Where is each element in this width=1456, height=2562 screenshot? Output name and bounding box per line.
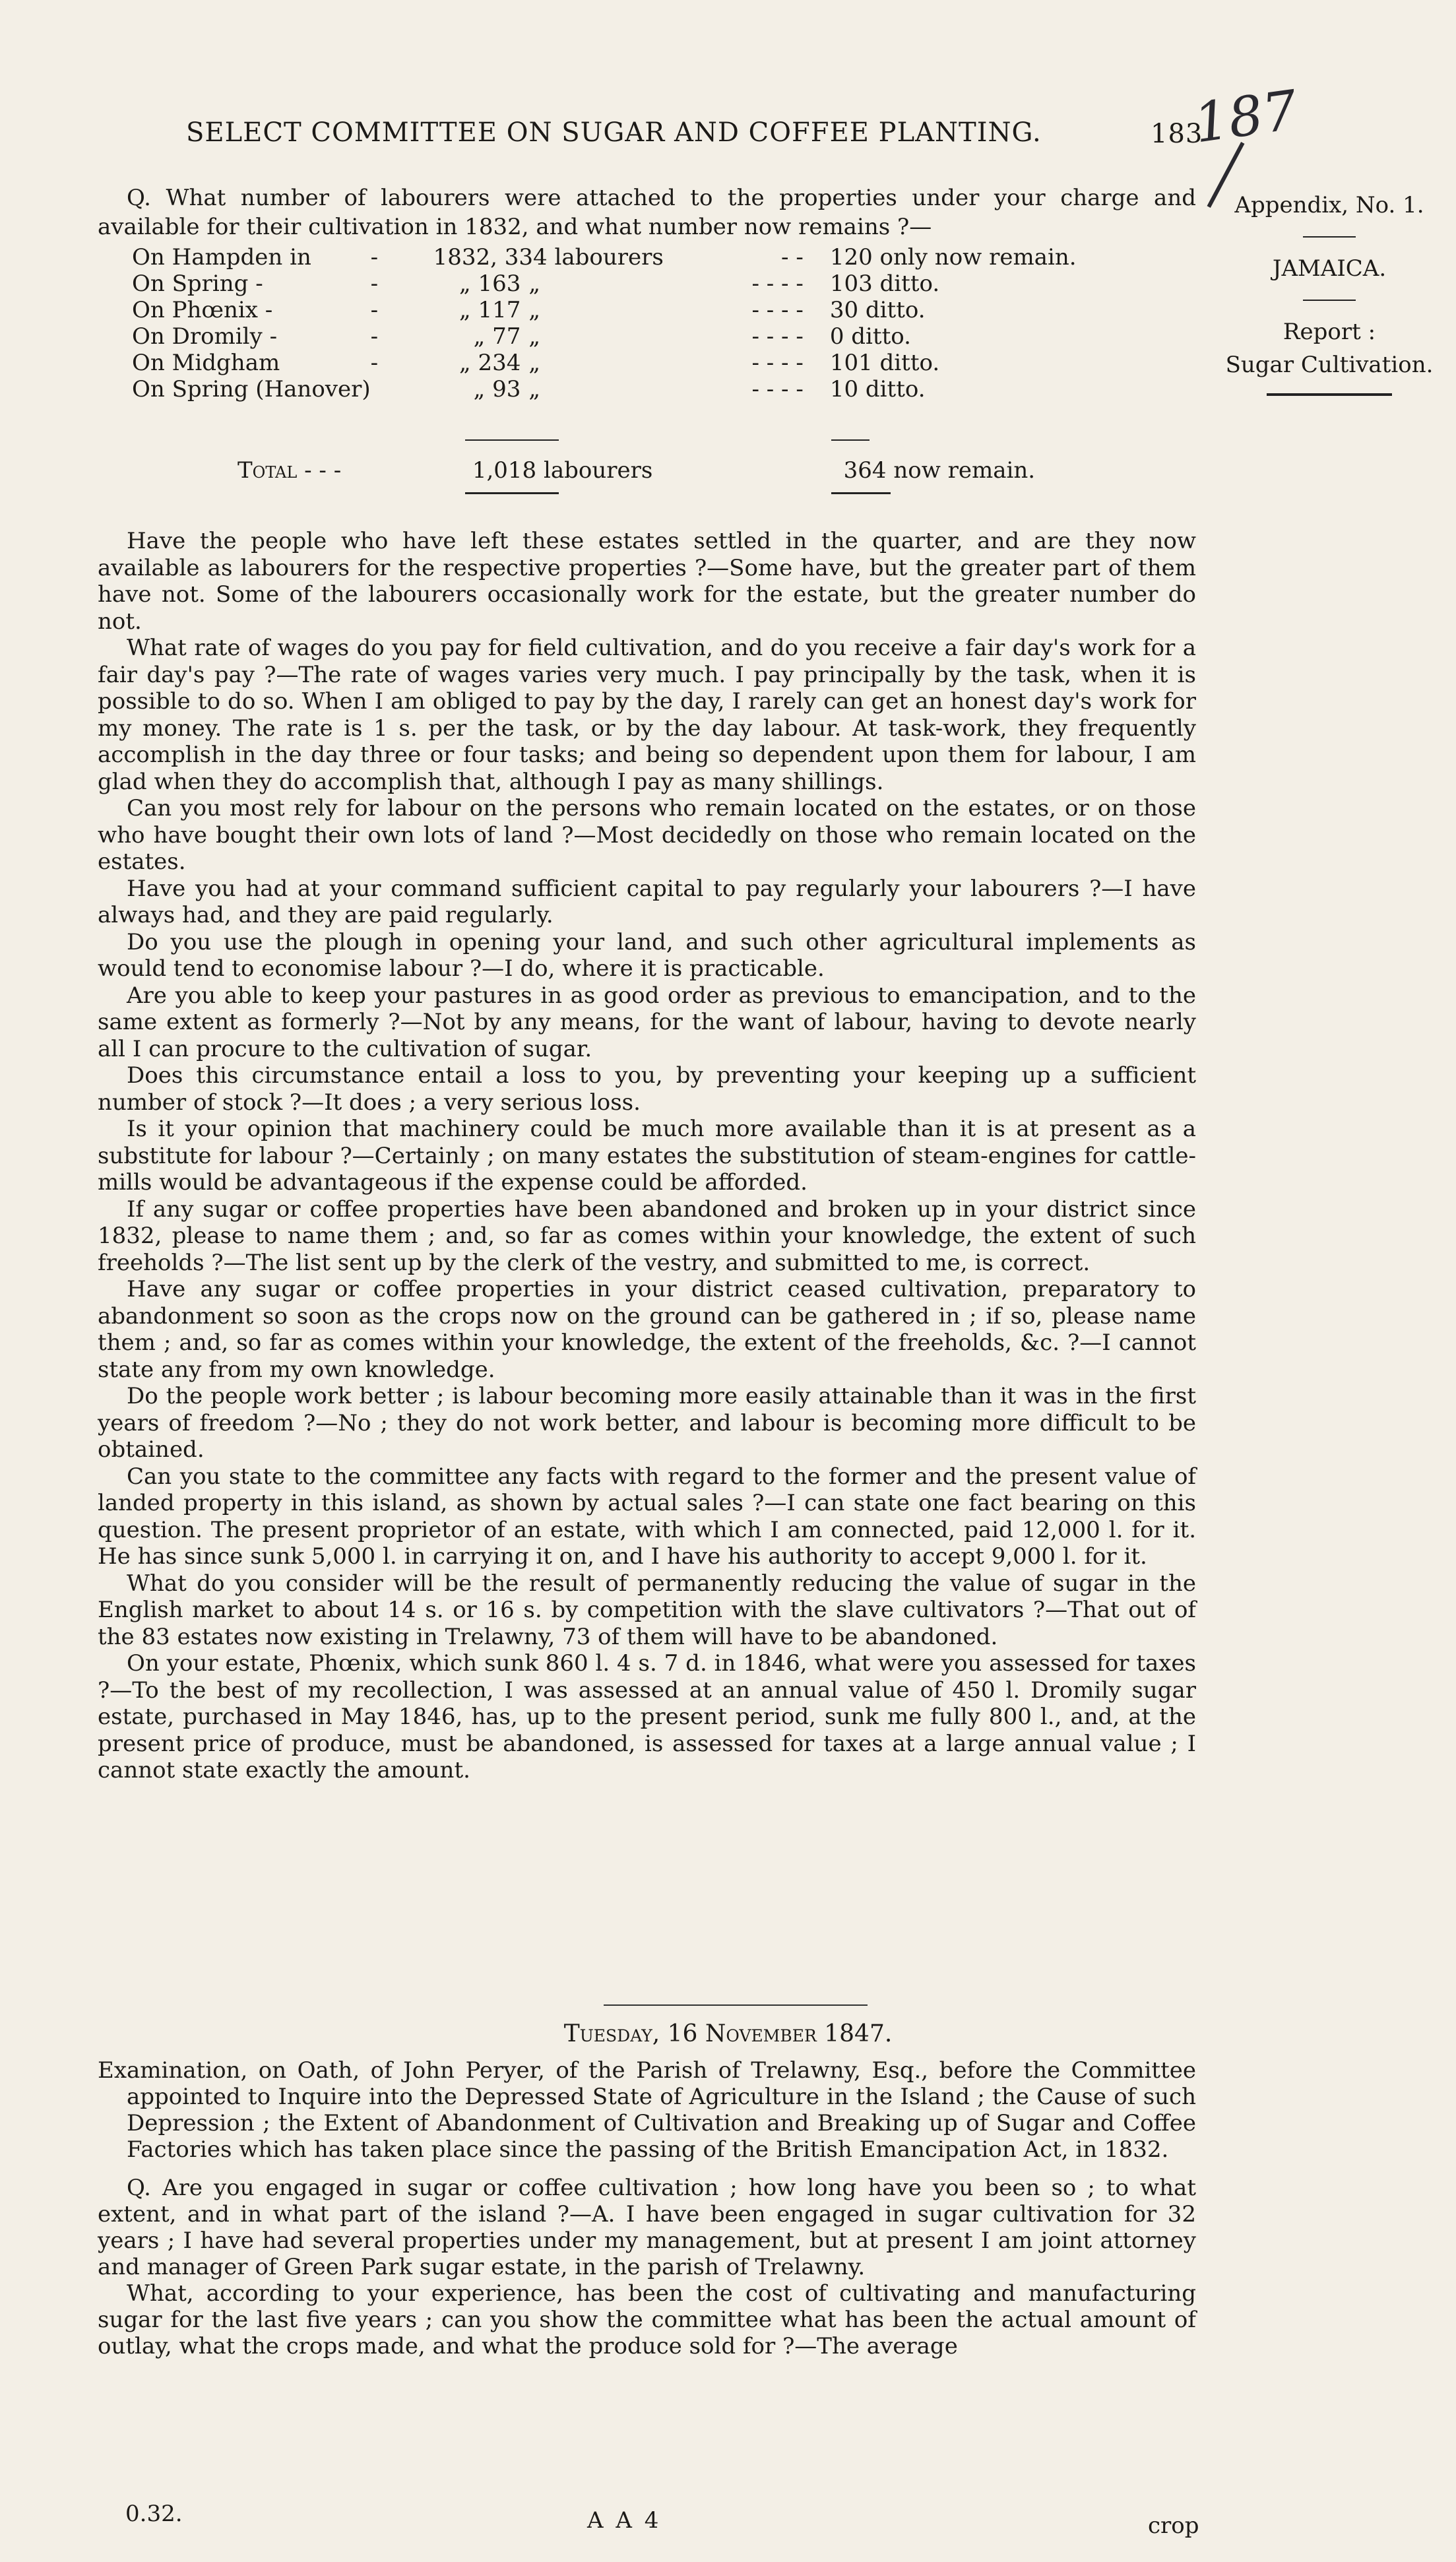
ditto-mark: „ bbox=[528, 271, 540, 297]
labourer-count: „ 93 bbox=[473, 376, 521, 402]
examination-section bbox=[98, 2057, 1196, 2359]
exam-question-2: What, according to your experience, has been the cost of cultivating and manufacturing sugar for the last five years ; can you show the committee what has been the actual amount of outlay, what the crops made, and what the produce sold for ?—The average bbox=[98, 2280, 1196, 2359]
table-row bbox=[132, 376, 1077, 402]
paragraph: Are you able to keep your pastures in as good order as previous to emancipation, and to the same extent as formerly ?—Not by any means, for the want of labour, having to devote nearly all I can procure to the cultivation of sugar. bbox=[98, 982, 1196, 1062]
paragraph: Have you had at your command sufficient capital to pay regularly your labourers ?—I have always had, and they are paid regularly. bbox=[98, 875, 1196, 928]
paragraph: If any sugar or coffee properties have been abandoned and broken up in your district since 1832, please to name them ; and, so far as comes within your knowledge, the extent of such freeholds ?—The list sent up by the clerk of the vestry, and submitted to me, is correct. bbox=[98, 1196, 1196, 1276]
table-row bbox=[132, 323, 1077, 350]
total-rule-bottom bbox=[465, 492, 559, 494]
labourer-count: 1832, 334 labourers bbox=[433, 244, 664, 271]
margin-place: JAMAICA. bbox=[1272, 255, 1387, 282]
total-labourers: 1,018 labourers bbox=[472, 457, 653, 484]
paragraph: Have the people who have left these estates settled in the quarter, and are they now available as labourers for the respective properties ?—Some have, but the greater part of them have not. Some of the labourers occasionally work for the estate, but the greater number do not. bbox=[98, 528, 1196, 635]
leader-dashes: - - - - bbox=[751, 271, 804, 297]
header-title: SELECT COMMITTEE ON SUGAR AND COFFEE PLANTING. bbox=[186, 117, 1042, 148]
paragraph: Do you use the plough in opening your land, and such other agricultural implements as would tend to economise labour ?—I do, where it is practicable. bbox=[98, 928, 1196, 982]
remaining-count: 101 ditto. bbox=[829, 350, 940, 376]
labourer-count: „ 234 bbox=[459, 350, 521, 376]
table-row bbox=[132, 350, 1077, 376]
total-rule-top bbox=[465, 439, 559, 441]
labourers-table bbox=[132, 244, 1077, 402]
remaining-count: 10 ditto. bbox=[829, 376, 926, 402]
separator: - bbox=[370, 323, 379, 350]
paragraph: Can you most rely for labour on the persons who remain located on the estates, or on those who have bought their own lots of land ?—Most decidedly on those who remain located on the estates. bbox=[98, 795, 1196, 875]
paragraph: What rate of wages do you pay for field cultivation, and do you receive a fair day's work for a fair day's pay ?—The rate of wages varies very much. I pay principally by the task, when it is possible to do so. When I am obliged to pay by the day, I rarely can get an honest day's work for my money. The rate is 1 s. per the task, or by the day labour. At task-work, they frequently accomplish in the day three or four tasks; and being so dependent upon them for labour, I am glad when they do accomplish that, although I pay as many shillings. bbox=[98, 635, 1196, 795]
total-rule-bottom bbox=[831, 492, 891, 494]
margin-divider bbox=[1303, 300, 1356, 301]
total-rule-top bbox=[831, 439, 870, 441]
separator: - bbox=[370, 350, 379, 376]
labourer-count: „ 117 bbox=[459, 297, 521, 323]
margin-report-line2: Sugar Cultivation. bbox=[1225, 352, 1434, 378]
margin-report-line1: Report : bbox=[1282, 319, 1376, 345]
ditto-mark: „ bbox=[528, 323, 540, 350]
estate-name: On Spring - bbox=[132, 271, 263, 297]
exam-question-1: Q. Are you engaged in sugar or coffee cultivation ; how long have you been so ; to what extent, and in what part of the island ?—A. I have been engaged in sugar cultivation for 32 years ; I have had several properties under my management, but at present I am joint attorney and manager of Green Park sugar estate, in the parish of Trelawny. bbox=[98, 2175, 1196, 2280]
margin-note bbox=[1204, 189, 1455, 396]
estate-name: On Hampden in bbox=[132, 244, 311, 271]
ditto-mark: „ bbox=[528, 376, 540, 402]
footer-reference: 0.32. bbox=[125, 2501, 183, 2527]
separator: - bbox=[370, 297, 379, 323]
leader-dashes: - - - - bbox=[751, 376, 804, 402]
total-label: Total - - - bbox=[237, 457, 342, 484]
signature-mark: A A 4 bbox=[587, 2507, 662, 2534]
table-row bbox=[132, 271, 1077, 297]
catchword: crop bbox=[1148, 2513, 1199, 2539]
testimony-body bbox=[98, 528, 1196, 1784]
paragraph: Does this circumstance entail a loss to you, by preventing your keeping up a sufficient number of stock ?—It does ; a very serious loss. bbox=[98, 1062, 1196, 1116]
labourer-count: „ 163 bbox=[459, 271, 521, 297]
margin-appendix: Appendix, No. 1. bbox=[1234, 192, 1424, 218]
leader-dashes: - - - - bbox=[751, 297, 804, 323]
remaining-count: 120 only now remain. bbox=[829, 244, 1077, 271]
estate-name: On Dromily - bbox=[132, 323, 278, 350]
total-row bbox=[237, 457, 1035, 484]
paragraph: On your estate, Phœnix, which sunk 860 l. 4 s. 7 d. in 1846, what were you assessed for taxes ?—To the best of my recollection, I was assessed at an annual value of 450 l. Dromily sugar estate, purchased in May 1846, has, up to the present period, sunk me fully 800 l., and, at the present price of produce, must be abandoned, is assessed for taxes at a large annual value ; I cannot state exactly the amount. bbox=[98, 1650, 1196, 1783]
estate-name: On Midgham bbox=[132, 350, 280, 376]
paragraph: Have any sugar or coffee properties in your district ceased cultivation, preparatory to abandonment so soon as the crops now on the ground can be gathered in ; if so, please name them ; and, so far as comes within your knowledge, the extent of the freeholds, &c. ?—I cannot state any from my own knowledge. bbox=[98, 1276, 1196, 1383]
page-number: 183 bbox=[1151, 119, 1203, 149]
total-remain: 364 now remain. bbox=[843, 457, 1036, 484]
leader-dashes: - - - - bbox=[751, 350, 804, 376]
remaining-count: 103 ditto. bbox=[829, 271, 940, 297]
paragraph: Can you state to the committee any facts with regard to the former and the present value of landed property in this island, as shown by actual sales ?—I can state one fact bearing on this question. The present proprietor of an estate, with which I am connected, paid 12,000 l. for it. He has since sunk 5,000 l. in carrying it on, and I have his authority to accept 9,000 l. for it. bbox=[98, 1463, 1196, 1570]
table-row bbox=[132, 244, 1077, 271]
paragraph: What do you consider will be the result of permanently reducing the value of sugar in the English market to about 14 s. or 16 s. by competition with the slave cultivators ?—That out of the 83 estates now existing in Trelawny, 73 of them will have to be abandoned. bbox=[98, 1570, 1196, 1650]
handwritten-folio-number: 187 bbox=[1190, 79, 1302, 156]
opening-question bbox=[98, 183, 1196, 241]
remaining-count: 30 ditto. bbox=[829, 297, 926, 323]
remaining-count: 0 ditto. bbox=[829, 323, 911, 350]
leader-dashes: - - - - bbox=[751, 323, 804, 350]
margin-rule bbox=[1267, 393, 1392, 396]
separator: - bbox=[370, 244, 379, 271]
section-separator bbox=[604, 2004, 868, 2006]
paragraph: Is it your opinion that machinery could be much more available than it is at present as a substitute for labour ?—Certainly ; on many estates the substitution of steam-engines for cattle-mills would be advantageous if the expense could be afforded. bbox=[98, 1116, 1196, 1196]
examination-heading: Examination, on Oath, of John Peryer, of the Parish of Trelawny, Esq., before the Committee appointed to Inquire into the Depressed State of Agriculture in the Island ; the Cause of such Depression ; the Extent of Abandonment of Cultivation and Breaking up of Sugar and Coffee Factories which has taken place since the passing of the British Emancipation Act, in 1832. bbox=[98, 2057, 1196, 2163]
separator bbox=[371, 376, 433, 402]
estate-name: On Spring (Hanover) bbox=[132, 376, 371, 402]
leader-dashes: - - bbox=[781, 244, 804, 271]
separator: - bbox=[370, 271, 379, 297]
margin-divider bbox=[1303, 236, 1356, 238]
question-paragraph: Q. What number of labourers were attached to the properties under your charge and available for their cultivation in 1832, and what number now remains ?— bbox=[98, 185, 1196, 240]
paragraph: Do the people work better ; is labour becoming more easily attainable than it was in the first years of freedom ?—No ; they do not work better, and labour is becoming more difficult to be obtained. bbox=[98, 1383, 1196, 1463]
date-text: Tuesday, 16 November 1847. bbox=[563, 2020, 893, 2047]
labourer-count: „ 77 bbox=[473, 323, 521, 350]
estate-name: On Phœnix - bbox=[132, 297, 273, 323]
date-heading bbox=[0, 2020, 1456, 2047]
ditto-mark: „ bbox=[528, 297, 540, 323]
table-row bbox=[132, 297, 1077, 323]
ditto-mark: „ bbox=[528, 350, 540, 376]
